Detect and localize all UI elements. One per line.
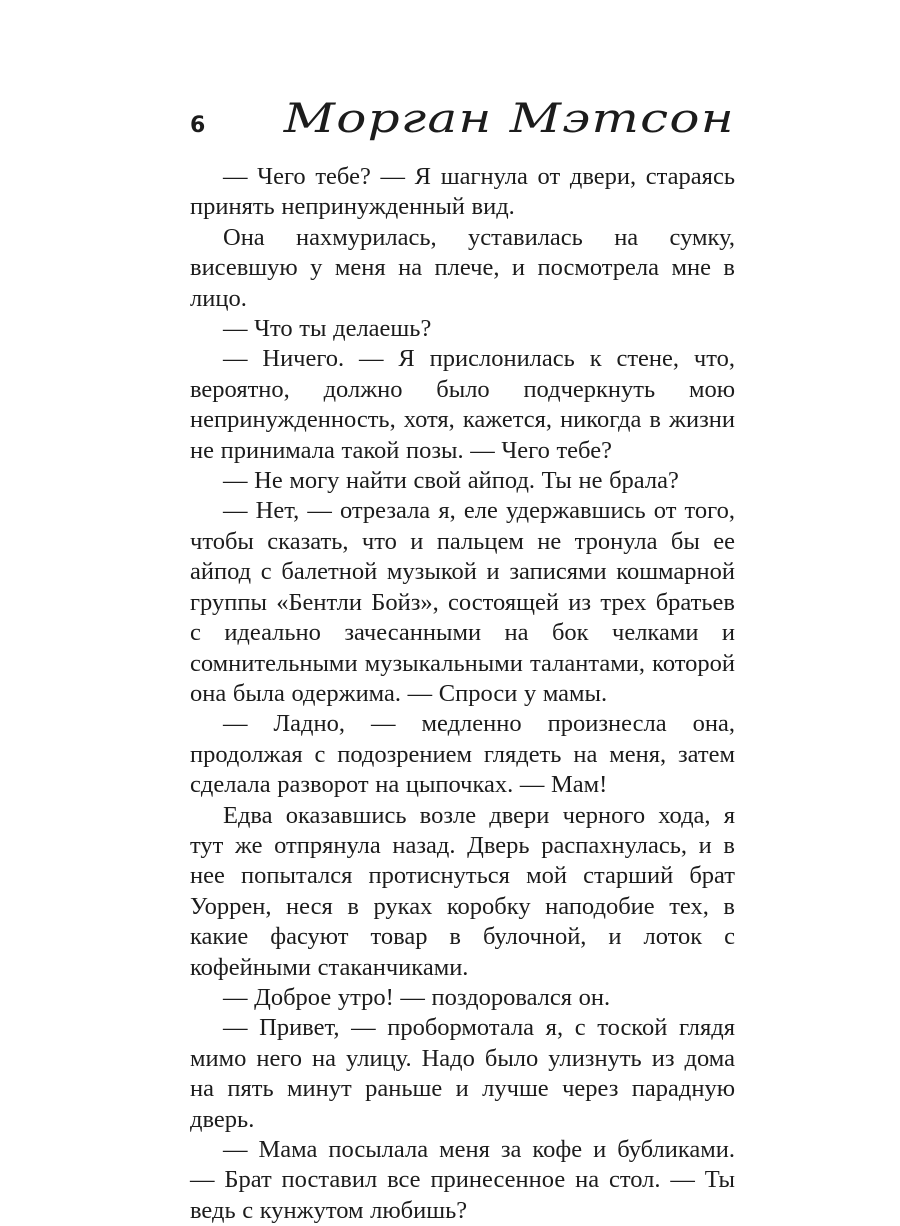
author-name: Морган Мэтсон: [283, 96, 735, 142]
body-text: [190, 162, 735, 1226]
paragraph: — Доброе утро! — поздоровался он.: [223, 983, 611, 1011]
paragraph: — Мама посылала меня за кофе и бубликами. — Брат поставил все принесенное на стол. — Ты ведь с кунжутом любишь?: [190, 1136, 735, 1224]
running-header: [190, 92, 735, 152]
paragraph: — Что ты делаешь?: [223, 315, 432, 343]
paragraph: Едва оказавшись возле двери черного хода, я тут же отпрянула назад. Дверь распахнулась, и в нее попытался протиснуться мой старший брат Уоррен, неся в руках коробку наподобие тех, в какие фасуют товар в булочной, и лоток с кофейными стаканчиками.: [190, 801, 735, 981]
paragraph: — Чего тебе? — Я шагнула от двери, стараясь принять непринужденный вид.: [190, 163, 735, 221]
page-number: 6: [190, 113, 206, 138]
paragraph: — Ничего. — Я прислонилась к стене, что, вероятно, должно было подчеркнуть мою непринужденность, хотя, кажется, никогда в жизни не принимала такой позы. — Чего тебе?: [190, 345, 735, 464]
paragraph: — Нет, — отрезала я, еле удержавшись от того, чтобы сказать, что и пальцем не тронула бы ее айпод с балетной музыкой и записями кошмарной группы «Бентли Бойз», состоящей из трех братьев с идеально зачесанными на бок челками и сомнительными музыкальными талантами, которой она была одержима. — Спроси у мамы.: [190, 497, 735, 707]
paragraph: Она нахмурилась, уставилась на сумку, висевшую у меня на плече, и посмотрела мне в лицо.: [190, 223, 735, 312]
paragraph: — Привет, — пробормотала я, с тоской глядя мимо него на улицу. Надо было улизнуть из дома на пять минут раньше и лучше через парадную дверь.: [190, 1014, 735, 1133]
paragraph: — Не могу найти свой айпод. Ты не брала?: [223, 467, 679, 495]
paragraph: — Ладно, — медленно произнесла она, продолжая с подозрением глядеть на меня, затем сделала разворот на цыпочках. — Мам!: [190, 710, 735, 799]
